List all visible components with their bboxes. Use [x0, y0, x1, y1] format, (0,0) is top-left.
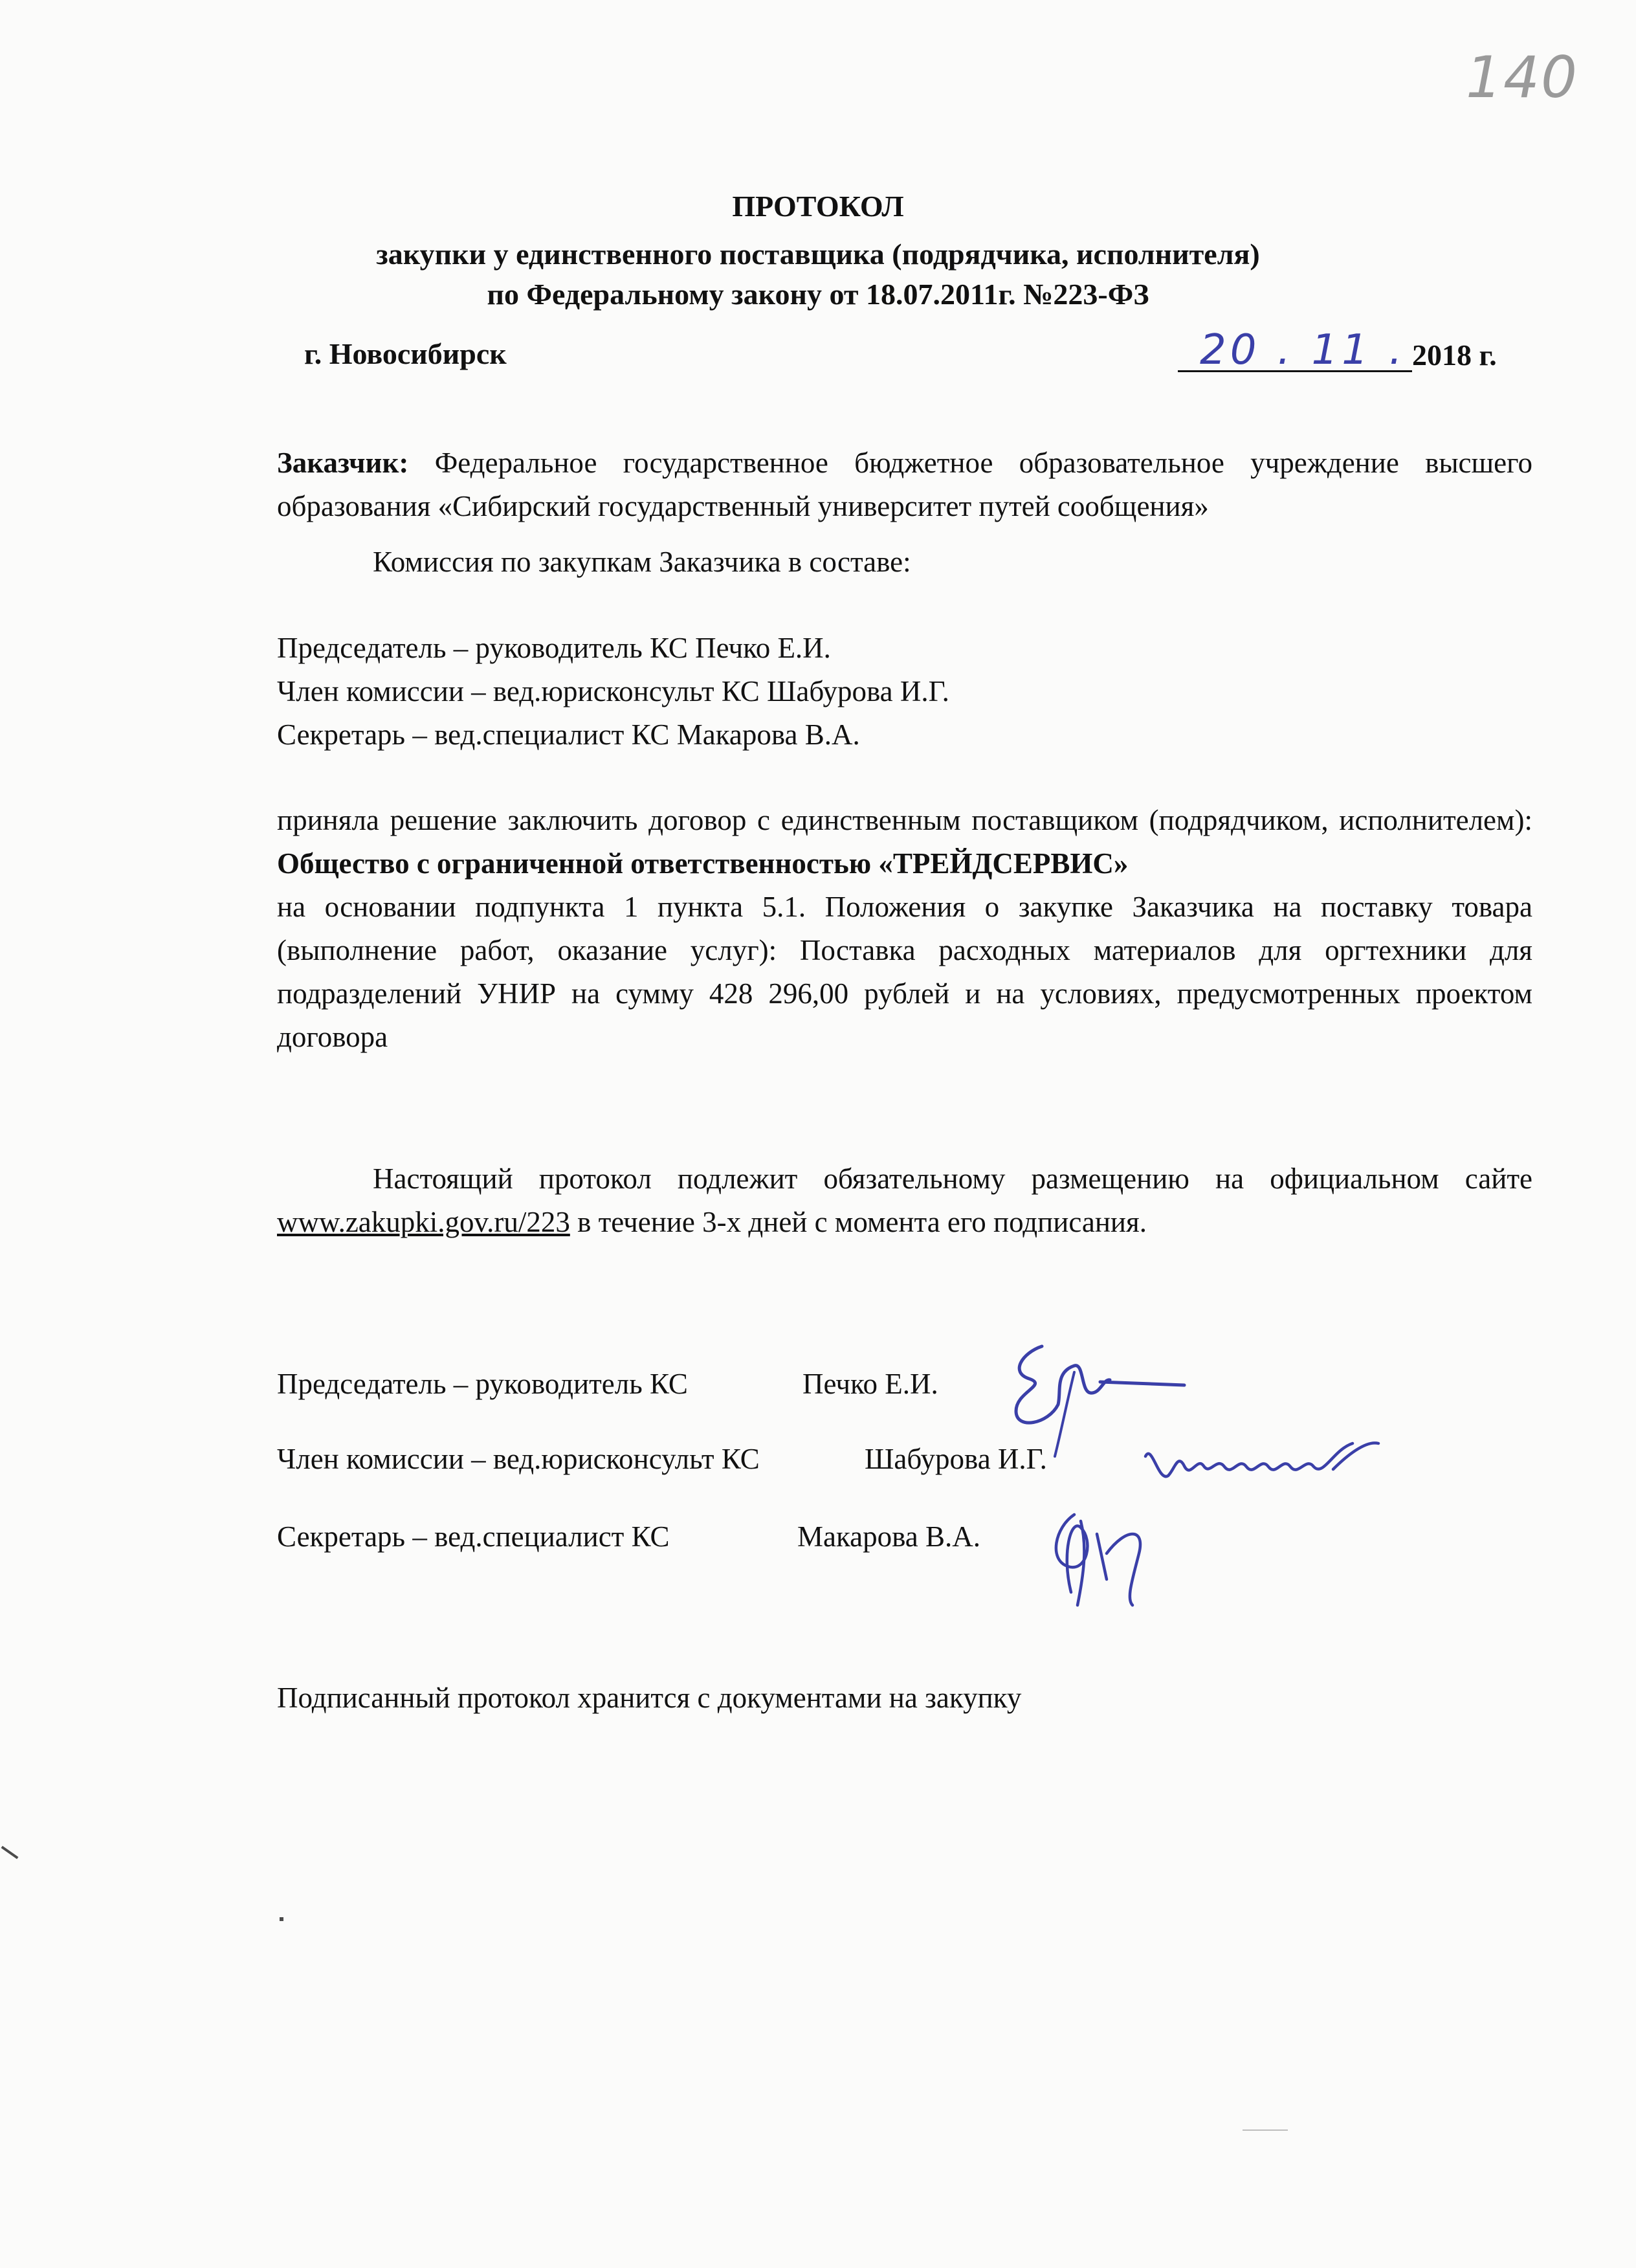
handwritten-page-number: 140 — [1466, 44, 1578, 111]
commission-member-lawyer: Член комиссии – вед.юрисконсульт КС Шабурова И.Г. — [277, 675, 949, 707]
scan-artifact-mark — [1, 1846, 19, 1859]
signature-role: Председатель – руководитель КС — [277, 1368, 688, 1400]
document-subtitle-line1: закупки у единственного поставщика (подрядчика, исполнителя) — [376, 238, 1260, 271]
scan-artifact-pencil — [1243, 2129, 1288, 2131]
decision-text-after: на основании подпункта 1 пункта 5.1. Положения о закупке Заказчика на поставку товара (выполнение работ, оказание услуг): Поставка расходных материалов для оргтехники для подразделений УНИР на сумму 428 296,00 рублей и на условиях, предусмотренных проектом договора — [277, 891, 1532, 1053]
customer-label: Заказчик: — [277, 447, 409, 479]
place-of-signing: г. Новосибирск — [304, 337, 507, 370]
document-date — [1178, 326, 1497, 374]
signature-name: Шабурова И.Г. — [865, 1443, 1047, 1475]
scan-artifact-dot — [280, 1917, 283, 1921]
signature-role: Член комиссии – вед.юрисконсульт КС — [277, 1443, 760, 1475]
decision-paragraph — [277, 799, 1532, 1059]
signature-row-lawyer — [277, 1442, 1047, 1476]
footer-note: Подписанный протокол хранится с документами на закупку — [277, 1682, 1022, 1714]
publication-text-before: Настоящий протокол подлежит обязательному размещению на официальном сайте — [373, 1162, 1532, 1195]
handwritten-date: 20 . 11 . — [1200, 326, 1406, 374]
commission-member-chair: Председатель – руководитель КС Печко Е.И. — [277, 632, 831, 664]
signature-name: Печко Е.И. — [802, 1368, 938, 1400]
signature-name: Макарова В.А. — [797, 1520, 981, 1553]
document-subtitle-line2: по Федеральному закону от 18.07.2011г. №223-ФЗ — [487, 278, 1149, 311]
customer-paragraph — [277, 441, 1532, 528]
date-year: 2018 г. — [1412, 339, 1497, 372]
document-title: ПРОТОКОЛ — [732, 190, 904, 223]
publication-text-after: в течение 3-х дней с момента его подписания. — [569, 1206, 1147, 1238]
signature-role: Секретарь – вед.специалист КС — [277, 1520, 670, 1553]
publication-paragraph — [277, 1157, 1532, 1244]
supplier-name: Общество с ограниченной ответственностью «ТРЕЙДСЕРВИС» — [277, 847, 1129, 880]
customer-text: Федеральное государственное бюджетное образовательное учреждение высшего образования «Сибирский государственный университет путей сообщения» — [277, 447, 1532, 522]
commission-intro: Комиссия по закупкам Заказчика в составе: — [373, 546, 911, 578]
commission-member-secretary: Секретарь – вед.специалист КС Макарова В.А. — [277, 718, 860, 751]
date-blank-line — [1178, 326, 1412, 374]
handwritten-signature-secretary — [1035, 1489, 1191, 1618]
zakupki-link[interactable]: www.zakupki.gov.ru/223 — [277, 1206, 570, 1238]
signature-row-secretary — [277, 1520, 981, 1553]
decision-text-before: приняла решение заключить договор с единственным поставщиком (подрядчиком, исполнителем): — [277, 804, 1532, 836]
signature-row-chair — [277, 1367, 938, 1401]
